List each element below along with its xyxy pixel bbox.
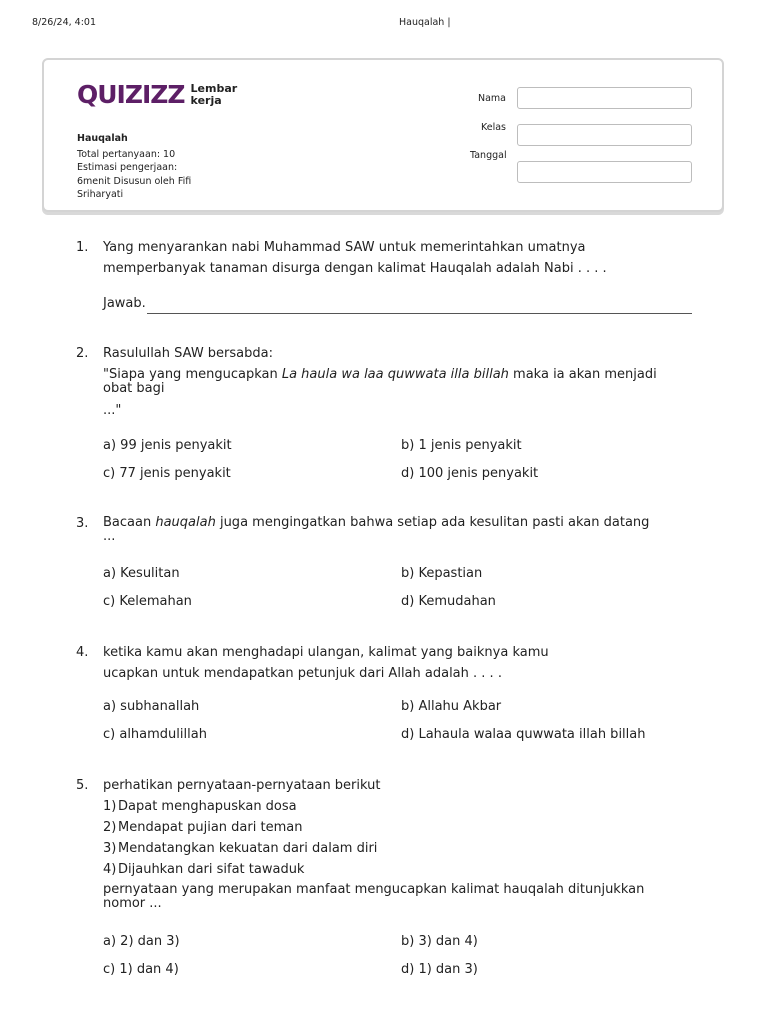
statement-item xyxy=(103,838,706,859)
option-a[interactable]: a) 99 jenis penyakit xyxy=(103,438,232,453)
question-text-part: Bacaan xyxy=(103,515,156,530)
quote-text: "Siapa yang mengucapkan xyxy=(103,367,282,382)
question-text-part: ... xyxy=(103,529,116,544)
option-c[interactable]: c) alhamdulillah xyxy=(103,727,207,742)
answer-blank[interactable] xyxy=(147,300,692,314)
quiz-title: Hauqalah xyxy=(77,133,128,144)
class-label: Kelas xyxy=(481,122,507,133)
print-title: Hauqalah | xyxy=(399,17,451,28)
statement-number: 4) xyxy=(103,862,117,877)
hadith-quote xyxy=(103,368,706,396)
question-number: 2. xyxy=(76,346,89,361)
option-b[interactable]: b) Allahu Akbar xyxy=(401,699,502,714)
question-text-line: Rasulullah SAW bersabda: xyxy=(103,346,273,361)
statement-number: 3) xyxy=(103,841,117,856)
quote-ellipsis: ..." xyxy=(103,403,122,418)
time-estimate: Estimasi pengerjaan: xyxy=(77,162,178,173)
question-text-line: ketika kamu akan menghadapi ulangan, kalimat yang baiknya kamu xyxy=(103,645,549,660)
class-field[interactable] xyxy=(517,124,692,146)
option-c[interactable]: c) 77 jenis penyakit xyxy=(103,466,231,481)
statement-number: 1) xyxy=(103,799,117,814)
question-number: 4. xyxy=(76,645,89,660)
date-field[interactable] xyxy=(517,161,692,183)
statement-item xyxy=(103,859,706,880)
total-questions: Total pertanyaan: 10 xyxy=(77,148,176,160)
option-c[interactable]: c) Kelemahan xyxy=(103,594,192,609)
option-b[interactable]: b) 3) dan 4) xyxy=(401,934,478,949)
option-d[interactable]: d) 1) dan 3) xyxy=(401,962,478,977)
option-a[interactable]: a) subhanallah xyxy=(103,699,200,714)
name-label: Nama xyxy=(478,93,507,104)
answer-line xyxy=(103,293,706,314)
option-a[interactable]: a) 2) dan 3) xyxy=(103,934,180,949)
question-number: 5. xyxy=(76,778,89,793)
option-d[interactable]: d) 100 jenis penyakit xyxy=(401,466,539,481)
author-line: 6menit Disusun oleh Fifi Sriharyati xyxy=(77,175,192,200)
statement-item xyxy=(103,817,706,838)
option-a[interactable]: a) Kesulitan xyxy=(103,566,180,581)
question-italic: hauqalah xyxy=(155,515,216,530)
logo-subtitle-line2: kerja xyxy=(190,93,222,107)
date-label: Tanggal xyxy=(470,150,507,161)
statement-text: Dapat menghapuskan dosa xyxy=(118,799,297,814)
question-text-line: ucapkan untuk mendapatkan petunjuk dari Allah adalah . . . . xyxy=(103,666,502,681)
option-b[interactable]: b) Kepastian xyxy=(401,566,483,581)
question-4 xyxy=(76,642,706,684)
option-d[interactable]: d) Kemudahan xyxy=(401,594,496,609)
question-1 xyxy=(76,237,706,314)
quiz-meta xyxy=(77,132,227,202)
statement-item xyxy=(103,796,706,817)
question-2 xyxy=(76,343,706,421)
question-number: 3. xyxy=(76,516,89,531)
statement-text: Mendapat pujian dari teman xyxy=(118,820,303,835)
print-date: 8/26/24, 4:01 xyxy=(32,17,96,28)
option-b[interactable]: b) 1 jenis penyakit xyxy=(401,438,522,453)
worksheet-header-card xyxy=(42,58,724,212)
question-3 xyxy=(76,513,706,544)
quote-text: obat bagi xyxy=(103,381,165,396)
print-footer xyxy=(36,1000,736,1010)
option-c[interactable]: c) 1) dan 4) xyxy=(103,962,179,977)
question-text-part: juga mengingatkan bahwa setiap ada kesulitan pasti akan datang xyxy=(215,515,650,530)
name-field[interactable] xyxy=(517,87,692,109)
prompt-text: nomor ... xyxy=(103,896,162,911)
option-d[interactable]: d) Lahaula walaa quwwata illah billah xyxy=(401,727,646,742)
question-5 xyxy=(76,775,706,911)
logo-subtitle-line1: Lembar xyxy=(190,81,238,95)
answer-label: Jawab. xyxy=(103,296,146,311)
statement-text: Mendatangkan kekuatan dari dalam diri xyxy=(118,841,378,856)
quote-italic: La haula wa laa quwwata illa billah xyxy=(281,367,509,382)
quizizz-logo xyxy=(77,80,237,109)
question-text-line: perhatikan pernyataan-pernyataan berikut xyxy=(103,778,381,793)
logo-wordmark: QUIZIZZ xyxy=(77,80,185,109)
logo-subtitle xyxy=(191,83,238,107)
quote-text: maka ia akan menjadi xyxy=(508,367,657,382)
question-text xyxy=(103,513,706,544)
statement-text: Dijauhkan dari sifat tawaduk xyxy=(118,862,305,877)
question-number: 1. xyxy=(76,240,89,255)
question-text-line: memperbanyak tanaman disurga dengan kalimat Hauqalah adalah Nabi . . . . xyxy=(103,261,607,276)
question-prompt xyxy=(103,883,706,911)
statement-number: 2) xyxy=(103,820,117,835)
question-text-line: Yang menyarankan nabi Muhammad SAW untuk memerintahkan umatnya xyxy=(103,240,586,255)
prompt-text: pernyataan yang merupakan manfaat mengucapkan kalimat hauqalah ditunjukkan xyxy=(103,882,645,897)
